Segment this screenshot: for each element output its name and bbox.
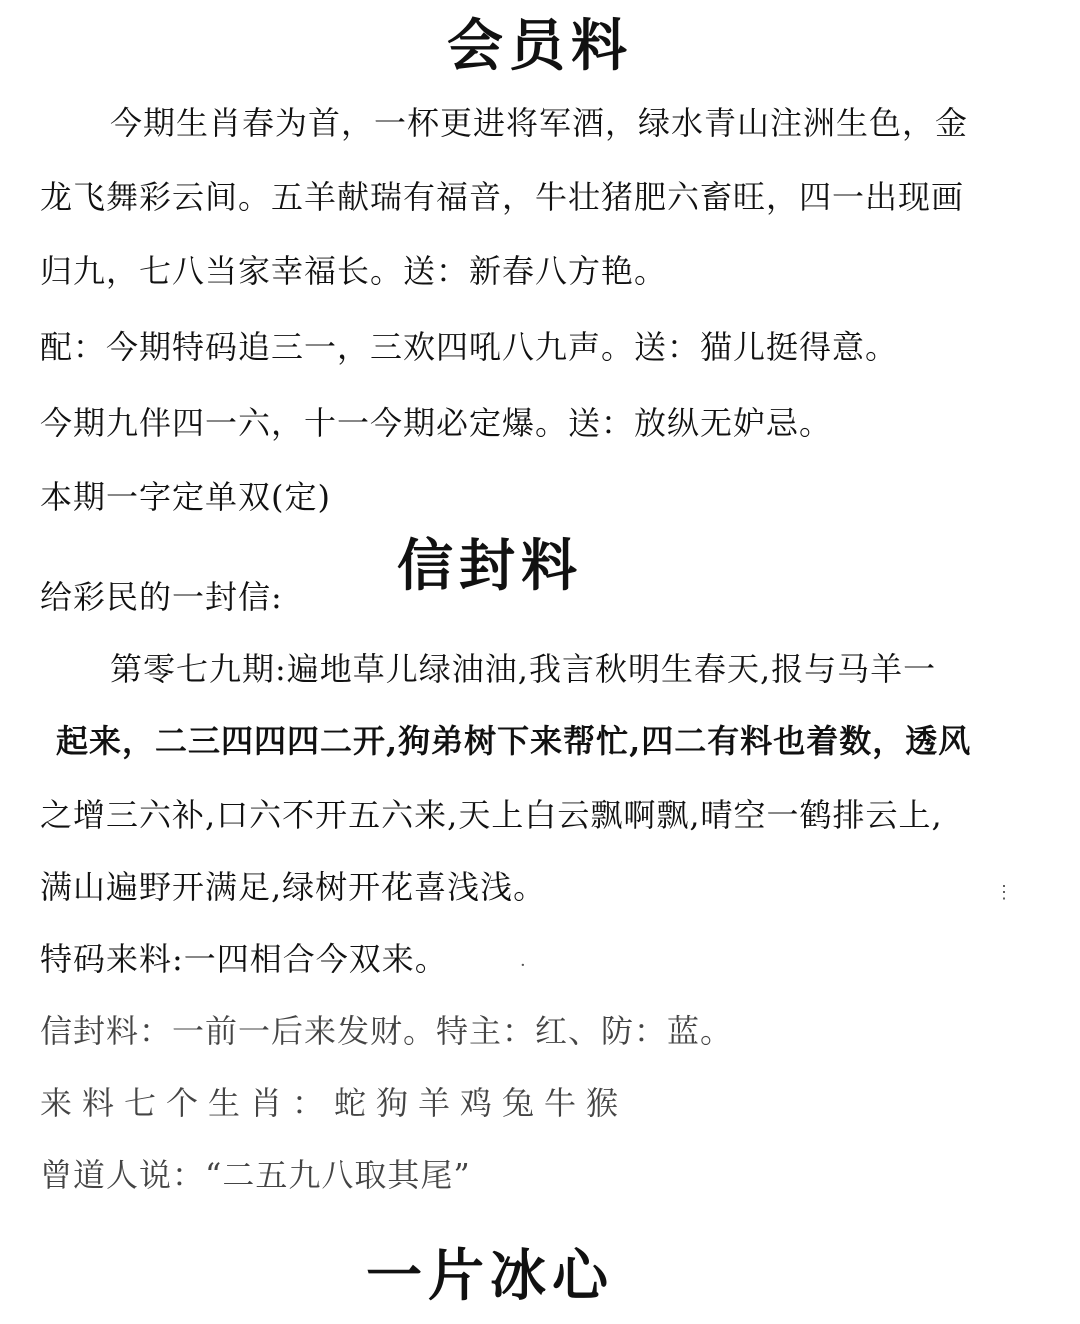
letter-line-3: 之增三六补,口六不开五六来,天上白云飘啊飘,晴空一鹤排云上, bbox=[40, 796, 943, 834]
scan-speck: ⋮ bbox=[995, 882, 1013, 903]
section-title-icy-heart: 一片冰心 bbox=[366, 1243, 614, 1309]
letter-line-4: 满山遍野开满足,绿树开花喜浅浅。 bbox=[40, 868, 547, 906]
member-line-6: 本期一字定单双(定) bbox=[40, 478, 331, 516]
letter-line-2: 起来，二三四四四二开,狗弟树下来帮忙,四二有料也着数，透风 bbox=[56, 722, 972, 760]
envelope-tip-line: 信封料：一前一后来发财。特主：红、防：蓝。 bbox=[40, 1012, 734, 1050]
member-line-4: 配：今期特码追三一，三欢四吼八九声。送：猫儿挺得意。 bbox=[40, 328, 899, 366]
zodiac-line: 来料七个生肖：蛇狗羊鸡兔牛猴 bbox=[40, 1084, 629, 1122]
member-line-2: 龙飞舞彩云间。五羊献瑞有福音，牛壮猪肥六畜旺，四一出现画 bbox=[40, 178, 965, 216]
daoist-saying-line: 曾道人说：“二五九八取其尾” bbox=[40, 1156, 471, 1194]
member-line-5: 今期九伴四一六，十一今期必定爆。送：放纵无妒忌。 bbox=[40, 404, 833, 442]
scan-speck: · bbox=[520, 955, 526, 976]
letter-line-1: 第零七九期:遍地草儿绿油油,我言秋明生春天,报与马羊一 bbox=[110, 650, 937, 688]
member-line-1: 今期生肖春为首，一杯更进将军酒，绿水青山注洲生色，金 bbox=[110, 104, 969, 142]
section-title-member: 会员料 bbox=[447, 13, 633, 79]
special-code-line: 特码来料:一四相合今双来。 bbox=[40, 940, 448, 978]
section-title-envelope: 信封料 bbox=[397, 533, 583, 599]
member-line-3: 归九，七八当家幸福长。送：新春八方艳。 bbox=[40, 252, 668, 290]
letter-greeting: 给彩民的一封信: bbox=[40, 578, 283, 616]
